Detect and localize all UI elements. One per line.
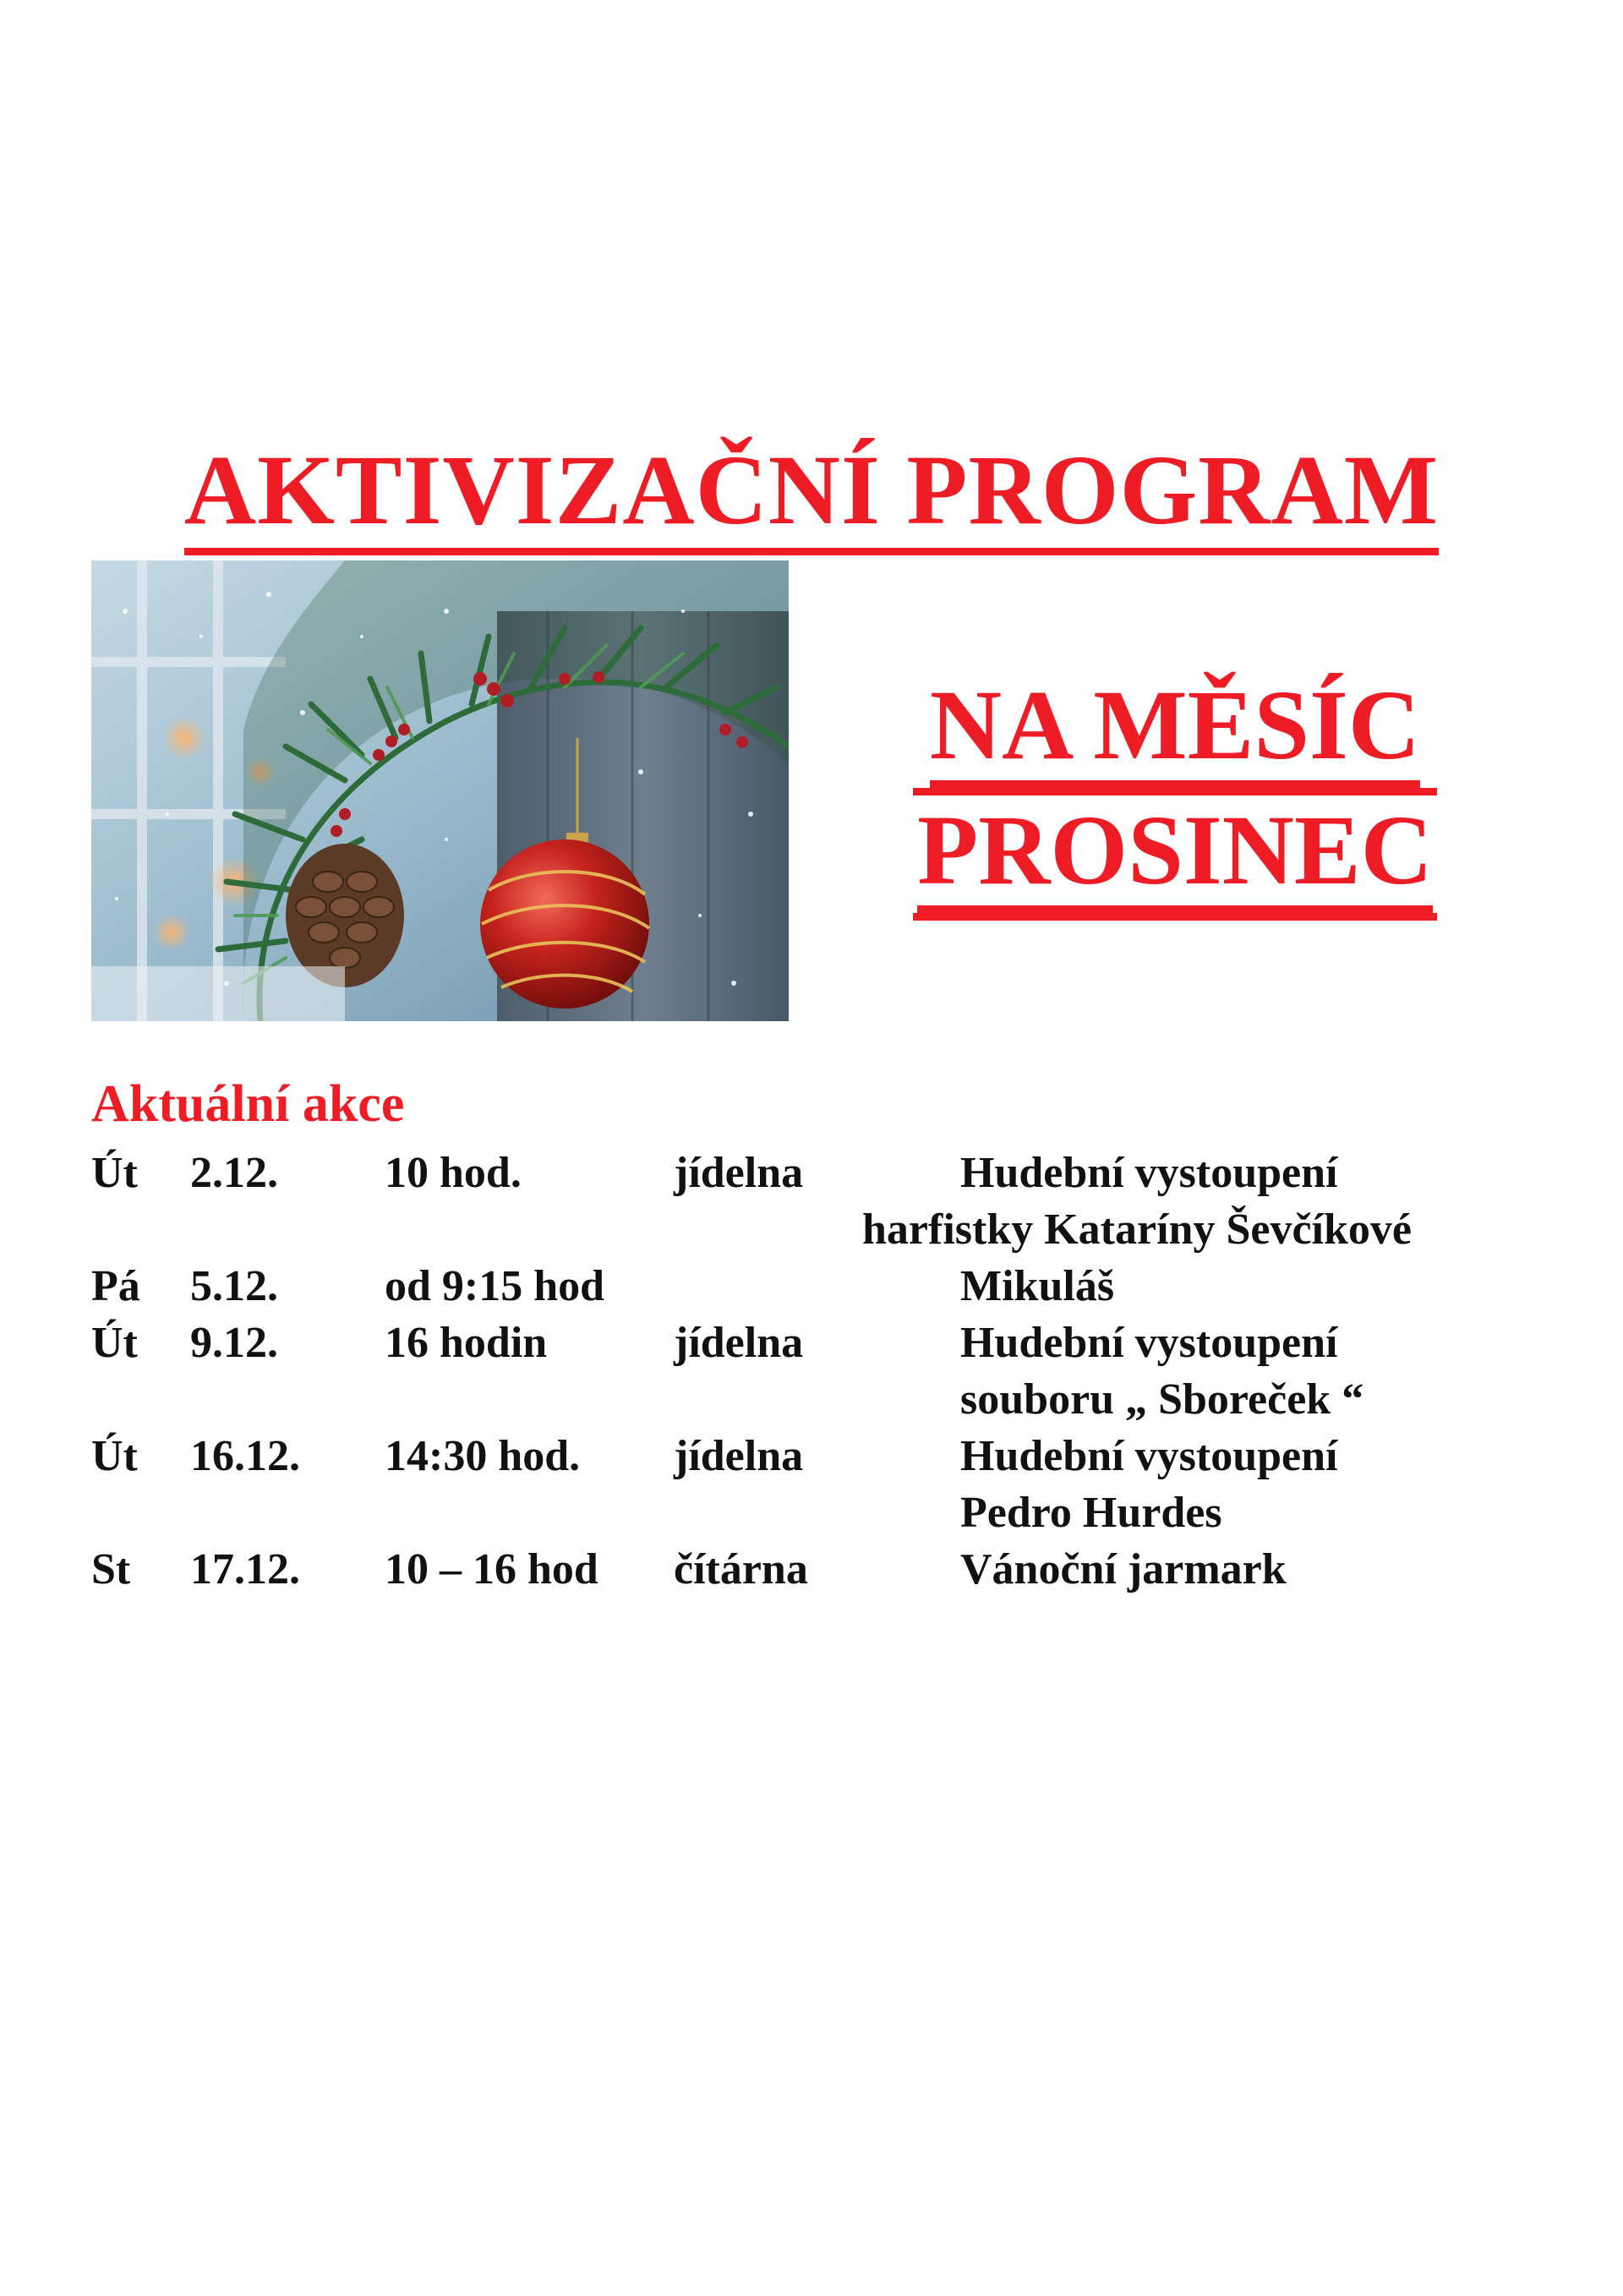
event-day: Út [91,1432,138,1480]
event-date: 2.12. [190,1149,278,1197]
event-description: Hudební vystoupení souboru „ Sboreček “ [960,1319,1364,1424]
subtitle-line-1: NA MĚSÍC [913,670,1437,795]
events-list [91,1145,1528,1598]
event-day: St [91,1545,131,1594]
page-title-text: AKTIVIZAČNÍ PROGRAM [184,433,1439,555]
event-time: 10 hod. [385,1149,522,1197]
event-date: 16.12. [190,1432,300,1480]
event-day: Út [91,1149,138,1197]
event-time: 14:30 hod. [385,1432,581,1480]
event-place: jídelna [674,1432,804,1480]
event-place [674,1258,960,1315]
event-description: Hudební vystoupení harfistky Kataríny Ševčíkové [862,1149,1412,1254]
subtitle-line-2: PROSINEC [913,795,1437,921]
event-row [91,1145,1528,1258]
event-description: Mikuláš [960,1262,1115,1310]
event-place: čítárna [674,1545,808,1594]
page-title [0,433,1623,555]
event-time: 10 – 16 hod [385,1545,598,1594]
event-row [91,1541,1528,1598]
event-place: jídelna [674,1319,804,1367]
event-place: jídelna [674,1149,804,1197]
event-row [91,1315,1528,1428]
event-time: od 9:15 hod [385,1262,605,1310]
event-description: Vánoční jarmark [960,1545,1287,1594]
event-row [91,1428,1528,1541]
christmas-ornament-icon [91,560,789,1021]
event-row [91,1258,1528,1315]
section-title: Aktuální akce [91,1075,405,1133]
event-description: Hudební vystoupení Pedro Hurdes [960,1432,1338,1537]
pine-cone-icon [286,844,404,987]
event-day: Pá [91,1262,140,1310]
event-date: 5.12. [190,1262,278,1310]
page-subtitle [913,670,1437,921]
event-date: 17.12. [190,1545,300,1594]
event-date: 9.12. [190,1319,278,1367]
christmas-ornament-photo [91,560,789,1021]
event-day: Út [91,1319,138,1367]
event-time: 16 hodin [385,1319,548,1367]
